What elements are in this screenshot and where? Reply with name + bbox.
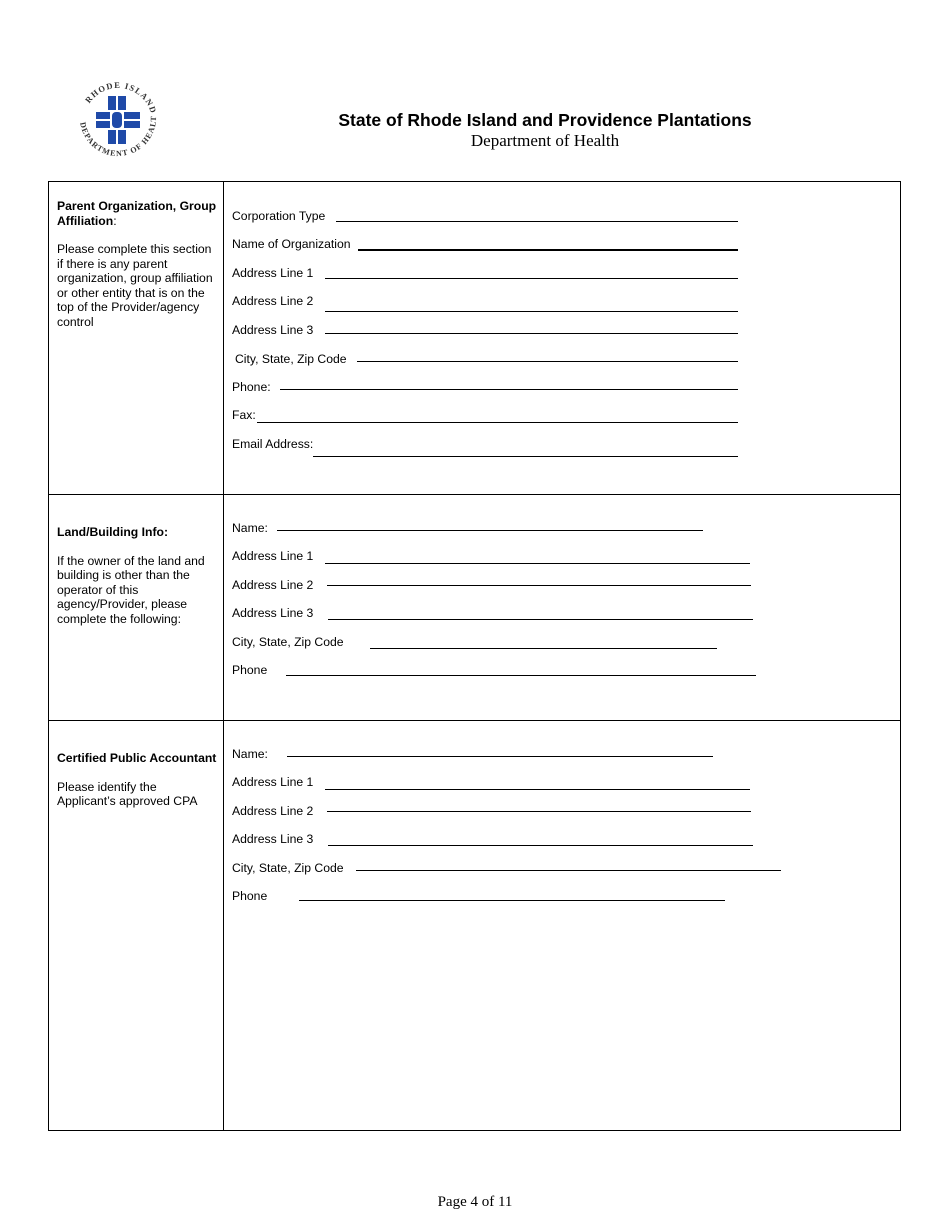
section-heading: Certified Public Accountant [57, 751, 217, 765]
column-divider [223, 182, 224, 1130]
page-title: State of Rhode Island and Providence Plantations [338, 110, 752, 130]
field-line[interactable] [325, 333, 738, 334]
field-label: Address Line 3 [232, 606, 314, 620]
section-description: Please identify the Applicant’s approved CPA [57, 779, 198, 808]
field-line[interactable] [287, 756, 713, 757]
field-label: Name: [232, 747, 268, 761]
field-line[interactable] [327, 811, 751, 812]
form-table [48, 181, 901, 1131]
field-label: Address Line 3 [232, 323, 314, 337]
field-line[interactable] [313, 456, 738, 457]
field-line[interactable] [370, 648, 717, 649]
field-label: Fax: [232, 408, 256, 422]
field-label: Address Line 1 [232, 775, 314, 789]
field-label: Phone [232, 889, 268, 903]
parent-org-info [57, 199, 217, 329]
field-label: Corporation Type [232, 209, 326, 223]
field-label: Phone [232, 663, 268, 677]
field-label: Address Line 1 [232, 549, 314, 563]
field-line[interactable] [280, 389, 738, 390]
svg-text:RHODE ISLAND: RHODE ISLAND [82, 79, 159, 116]
field-line[interactable] [325, 789, 750, 790]
field-label: Address Line 2 [232, 294, 314, 308]
field-line[interactable] [356, 870, 781, 871]
field-label: Address Line 2 [232, 578, 314, 592]
ri-health-logo [70, 74, 166, 164]
field-line[interactable] [358, 249, 738, 251]
section-heading: Land/Building Info: [57, 525, 169, 539]
field-line[interactable] [277, 530, 703, 531]
page-subtitle: Department of Health [470, 131, 620, 150]
svg-text:DEPARTMENT OF HEALTH: DEPARTMENT OF HEALT [78, 115, 159, 159]
field-line[interactable] [286, 675, 756, 676]
field-label: Address Line 3 [232, 832, 314, 846]
field-label: Name of Organization [232, 237, 351, 251]
field-label: Email Address: [232, 437, 314, 451]
field-line[interactable] [299, 900, 725, 901]
field-label: Address Line 1 [232, 266, 314, 280]
field-line[interactable] [257, 422, 738, 423]
field-line[interactable] [357, 361, 738, 362]
field-line[interactable] [325, 278, 738, 279]
page-number: Page 4 of 11 [437, 1194, 513, 1210]
field-label: City, State, Zip Code [235, 352, 347, 366]
cpa-info [57, 751, 217, 809]
section-description: Please complete this section if there is any parent organization, group affiliation or other entity that is on the top of the Provider/agency control [57, 242, 213, 329]
field-line[interactable] [328, 845, 753, 846]
field-line[interactable] [336, 221, 738, 222]
field-label: Address Line 2 [232, 804, 314, 818]
field-line[interactable] [325, 563, 750, 564]
field-label: Name: [232, 521, 268, 535]
row-divider [49, 494, 900, 495]
section-heading: Parent Organization, Group Affiliation [57, 199, 217, 228]
heading-suffix: : [113, 213, 117, 228]
field-label: City, State, Zip Code [232, 635, 344, 649]
field-label: Phone: [232, 380, 271, 394]
field-line[interactable] [325, 311, 738, 312]
field-label: City, State, Zip Code [232, 861, 344, 875]
row-divider [49, 720, 900, 721]
field-line[interactable] [328, 619, 753, 620]
section-description: If the owner of the land and building is other than the operator of this agency/Provider, please complete the following: [57, 553, 205, 626]
field-line[interactable] [327, 585, 751, 586]
land-building-info [57, 525, 217, 626]
